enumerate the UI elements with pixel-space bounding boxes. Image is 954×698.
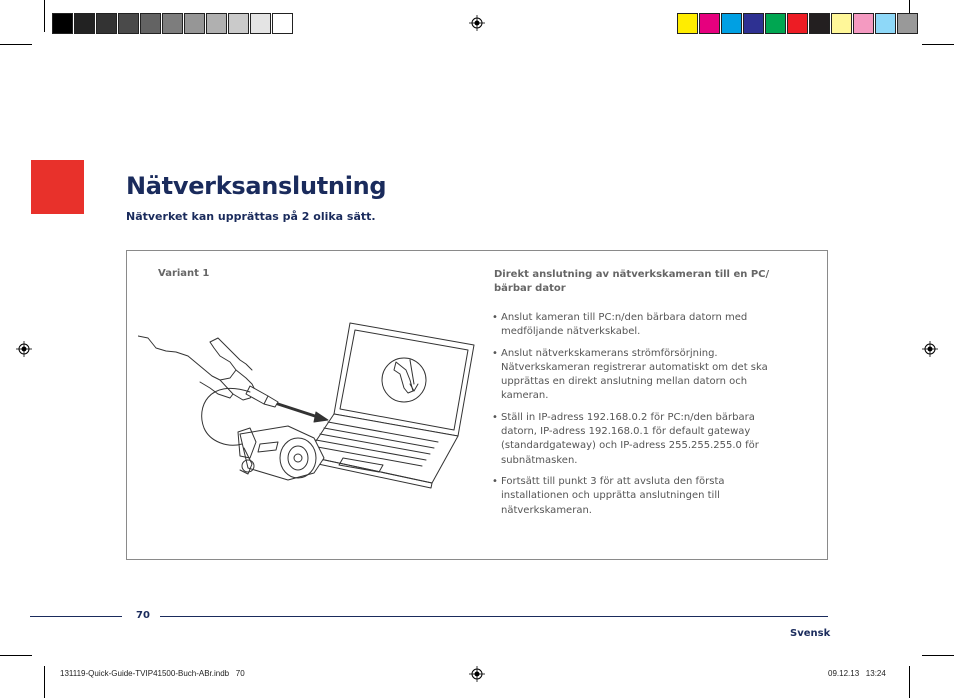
registration-mark-icon (469, 15, 485, 31)
list-item-text: Anslut nätverkskamerans strömförsörjning. Nätverkskameran registrerar automatiskt om det ska upprättas en direkt anslutning mellan datorn och kameran. (501, 347, 768, 402)
language-label: Svensk (790, 628, 831, 639)
registration-mark-icon (469, 666, 485, 682)
registration-mark-icon (922, 341, 938, 357)
color-swatch (140, 13, 161, 34)
color-swatch (809, 13, 830, 34)
grayscale-color-bar (52, 13, 294, 33)
file-name: 131119-Quick-Guide-TVIP41500-Buch-ABr.indb 70 (60, 669, 245, 678)
bullet-marker: • (492, 475, 498, 487)
color-swatch (118, 13, 139, 34)
color-swatch (787, 13, 808, 34)
color-swatch (677, 13, 698, 34)
color-swatch (875, 13, 896, 34)
section-heading: Direkt anslutning av nätverkskameran till en PC/ bärbar dator (494, 269, 770, 294)
page-title: Nätverksanslutning (126, 172, 387, 200)
bullet-marker: • (492, 411, 498, 423)
section-color-tab (31, 160, 84, 214)
color-swatch (699, 13, 720, 34)
crop-mark (0, 44, 32, 45)
list-item-text: Anslut kameran till PC:n/den bärbara datorn med medföljande nätverkskabel. (501, 312, 748, 338)
color-swatch (184, 13, 205, 34)
list-item (492, 475, 782, 518)
instruction-list (492, 311, 782, 525)
color-swatch (272, 13, 293, 34)
print-timestamp: 09.12.13 13:24 (828, 669, 886, 678)
page-number: 70 (136, 610, 150, 621)
color-swatch (74, 13, 95, 34)
color-swatch (96, 13, 117, 34)
color-swatch (206, 13, 227, 34)
color-swatch (853, 13, 874, 34)
bullet-marker: • (492, 347, 498, 359)
color-swatch (743, 13, 764, 34)
color-swatch (250, 13, 271, 34)
crop-mark (922, 44, 954, 45)
crop-mark (909, 666, 910, 698)
color-swatch (831, 13, 852, 34)
color-swatch (765, 13, 786, 34)
color-swatch (162, 13, 183, 34)
list-item (492, 311, 782, 340)
color-swatch (897, 13, 918, 34)
color-swatch (721, 13, 742, 34)
page-subtitle: Nätverket kan upprättas på 2 olika sätt. (126, 210, 376, 223)
color-swatch (228, 13, 249, 34)
process-color-bar (677, 13, 919, 33)
color-swatch (52, 13, 73, 34)
list-item-text: Ställ in IP-adress 192.168.0.2 för PC:n/den bärbara datorn, IP-adress 192.168.0.1 för default gateway (standardgateway) och IP-adress 255.255.255.0 för subnätmasken. (501, 411, 759, 466)
crop-mark (922, 655, 954, 656)
footer-rule (30, 616, 122, 617)
list-item-text: Fortsätt till punkt 3 för att avsluta den första installationen och upprätta anslutningen till nätverkskameran. (501, 475, 725, 516)
variant-label: Variant 1 (158, 268, 210, 279)
crop-mark (44, 666, 45, 698)
crop-mark (0, 655, 32, 656)
crop-mark (44, 0, 45, 32)
bullet-marker: • (492, 312, 498, 323)
registration-mark-icon (16, 341, 32, 357)
list-item (492, 347, 782, 404)
list-item (492, 411, 782, 468)
camera-laptop-illustration (138, 318, 483, 498)
footer-rule (160, 616, 828, 617)
